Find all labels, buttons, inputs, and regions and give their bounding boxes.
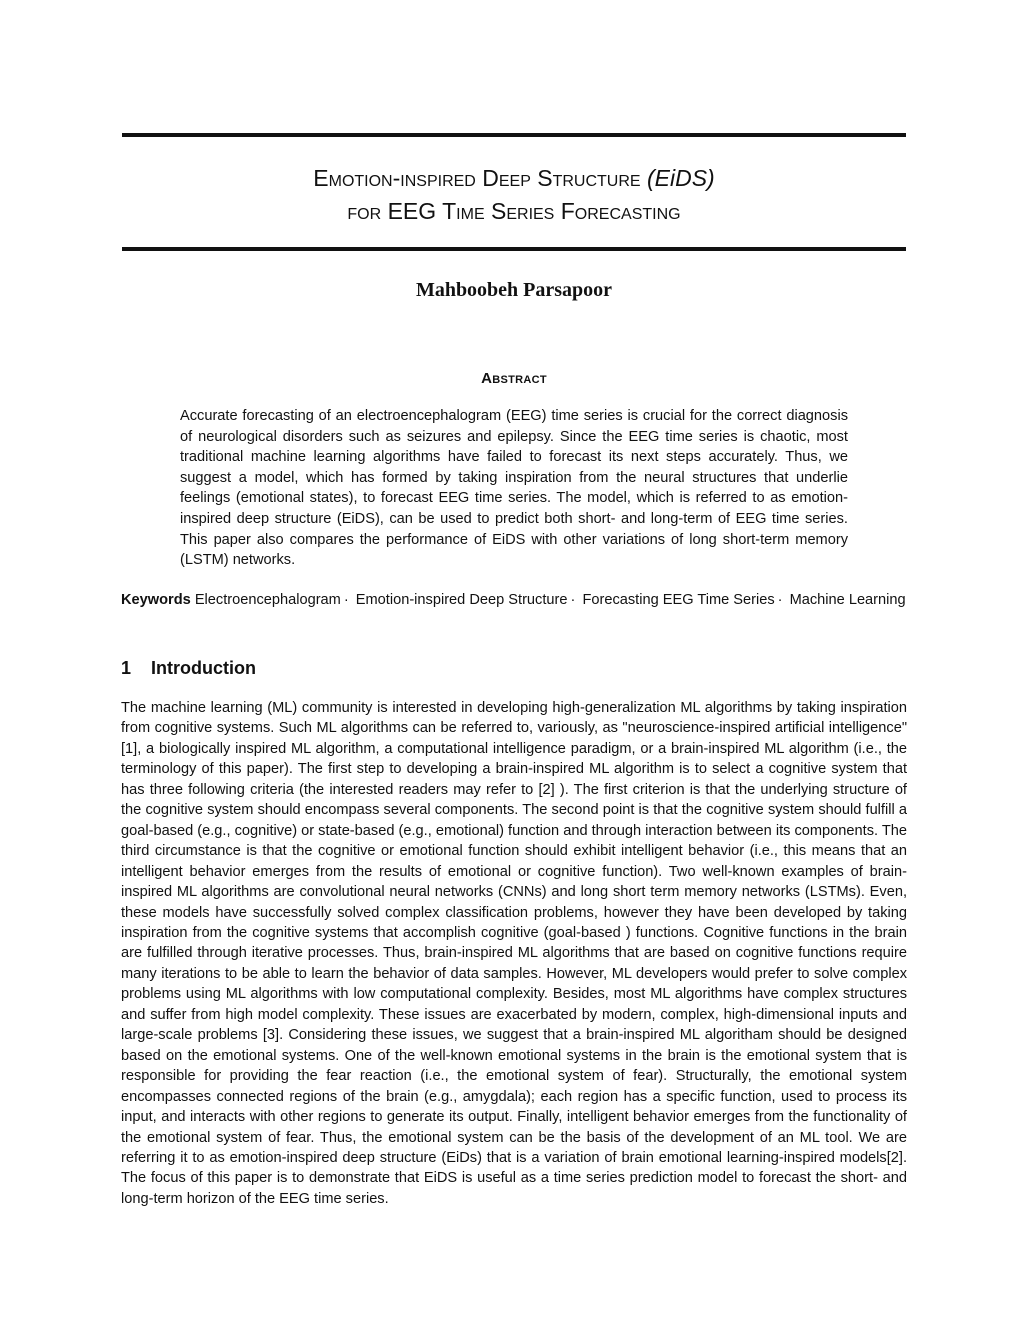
- keyword-item: Machine Learning: [789, 592, 906, 608]
- title-line-1: [122, 162, 906, 195]
- title-acronym: (EiDS): [646, 165, 715, 191]
- keyword-separator: ·: [570, 592, 576, 608]
- keywords: [121, 590, 907, 611]
- abstract-heading: Abstract: [481, 370, 547, 387]
- title-top-rule: [122, 133, 906, 137]
- title-main-text: Emotion-inspired Deep Structure: [313, 165, 647, 191]
- section-title: Introduction: [151, 658, 256, 678]
- keyword-item: Emotion-inspired Deep Structure: [355, 592, 568, 608]
- keyword-separator: ·: [777, 592, 783, 608]
- keyword-item: Forecasting EEG Time Series: [582, 592, 775, 608]
- keywords-label: Keywords: [121, 592, 191, 608]
- abstract-text: Accurate forecasting of an electroencephalogram (EEG) time series is crucial for the correct diagnosis of neurological disorders such as seizures and epilepsy. Since the EEG time series is chaotic, most traditional machine learning algorithms have failed to forecast its next steps accurately. Thus, we suggest a model, which has formed by taking inspiration from the neural structures that underlie feelings (emotional states), to forecast EEG time series. The model, which is referred to as emotion-inspired deep structure (EiDS), can be used to predict both short- and long-term of EEG time series. This paper also compares the performance of EiDS with other variations of long short-term memory (LSTM) networks.: [180, 408, 848, 569]
- section-number: 1: [121, 658, 132, 678]
- keyword-separator: ·: [343, 592, 349, 608]
- section-heading: [121, 656, 256, 680]
- paper-title: [122, 162, 906, 228]
- introduction-text: The machine learning (ML) community is interested in developing high-generalization ML algorithms by taking inspiration from cognitive systems. Such ML algorithms can be referred to, variously, as "neuroscience-inspired artificial intelligence" [1], a biologically inspired ML algorithm, a computational intelligence paradigm, or a brain-inspired ML algorithm (i.e., the terminology of this paper). The first step to developing a brain-inspired ML algorithm is to select a cognitive system that has three following criteria (the interested readers may refer to [2] ). The first criterion is that the underlying structure of the cognitive system should encompass several components. The second point is that the cognitive system should fulfill a goal-based (e.g., cognitive) or state-based (e.g., emotional) function and through interaction between its components. The third circumstance is that the cognitive or emotional function should exhibit intelligent behavior (i.e., this means that an intelligent behavior emerges from the results of emotional or cognitive function). Two well-known examples of brain-inspired ML algorithms are convolutional neural networks (CNNs) and long short term memory networks (LSTMs). Even, these models have successfully solved complex classification problems, however they have been developed by taking inspiration from the cognitive systems that accomplish cognitive (goal-based ) functions. Cognitive functions in the brain are fulfilled through iterative processes. Thus, brain-inspired ML algorithms that are based on cognitive functions require many iterations to be able to learn the behavior of data samples. However, ML developers would prefer to solve complex problems using ML algorithms with low computational complexity. Besides, most ML algorithms have complex structures and suffer from high model complexity. These issues are exacerbated by modern, complex, high-dimensional inputs and large-scale problems [3]. Considering these issues, we suggest that a brain-inspired ML algoritham should be designed based on the emotional systems. One of the well-known emotional systems in the brain is the emotional system that is responsible for providing the fear reaction (i.e., the emotional system of fear). Structurally, the emotional system encompasses connected regions of the brain (e.g., amygdala); each region has a specific function, used to process its input, and interacts with other regions to generate its output. Finally, intelligent behavior emerges from the functionality of the emotional system of fear. Thus, the emotional system can be the basis of the development of an ML tool. We are referring it to as emotion-inspired deep structure (EiDs) that is a variation of brain emotional learning-inspired models[2]. The focus of this paper is to demonstrate that EiDS is useful as a time series prediction model to forecast the short- and long-term horizon of the EEG time series.: [121, 700, 907, 1207]
- author-name: Mahboobeh Parsapoor: [415, 279, 613, 301]
- title-line-2: for EEG Time Series Forecasting: [347, 198, 681, 224]
- title-bottom-rule: [122, 247, 906, 251]
- keyword-item: Electroencephalogram: [194, 592, 341, 608]
